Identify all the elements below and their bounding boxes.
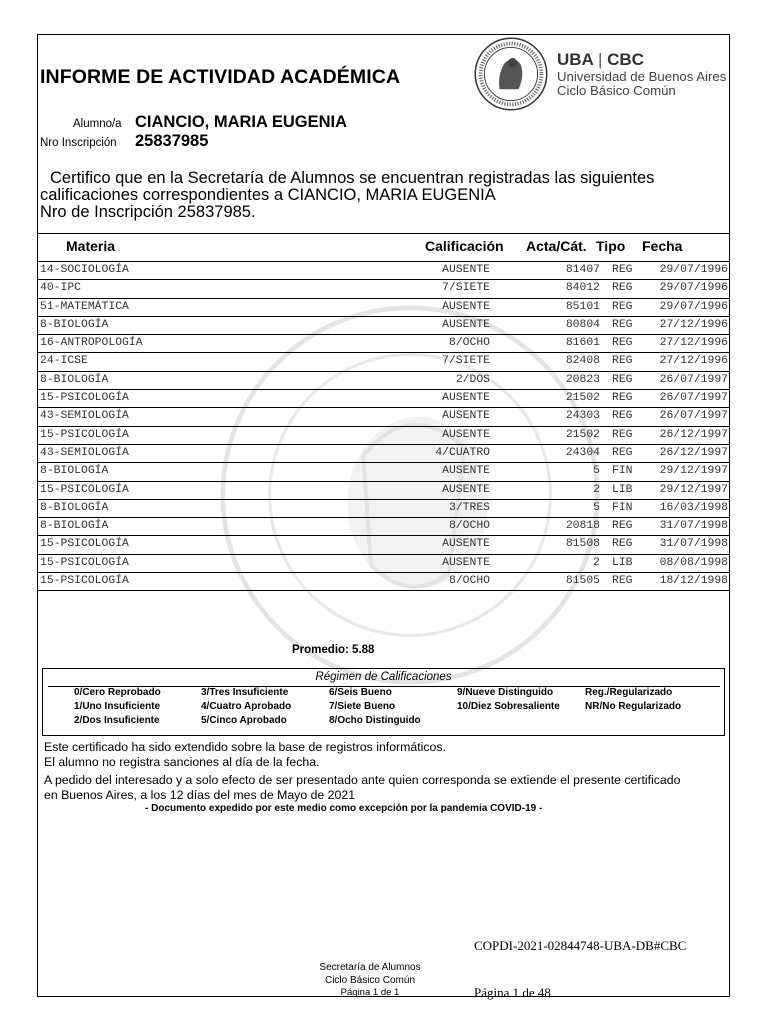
footer-note-fecha: en Buenos Aires, a los 12 días del mes de Mayo de 2021 bbox=[44, 788, 356, 802]
footer-note-registros: Este certificado ha sido extendido sobre la base de registros informáticos. bbox=[44, 740, 446, 754]
footer-note-sanciones: El alumno no registra sanciones al día de la fecha. bbox=[44, 755, 320, 769]
regimen-item: NR/No Regularizado bbox=[585, 701, 682, 712]
regimen-item: 1/Uno Insuficiente bbox=[74, 701, 161, 712]
table-row: 15-PSICOLOGÍA AUSENTE 2 LIB 08/08/1998 bbox=[37, 555, 730, 573]
regimen-item: 8/Ocho Distinguido bbox=[329, 715, 421, 726]
table-row: 8-BIOLOGÍA AUSENTE 80804 REG 27/12/1996 bbox=[37, 317, 730, 335]
table-row: 43-SEMIOLOGÍA 4/CUATRO 24304 REG 26/12/1997 bbox=[37, 445, 730, 463]
regimen-item: 5/Cinco Aprobado bbox=[201, 715, 287, 726]
secretaria-label: Secretaría de Alumnos bbox=[319, 962, 421, 973]
page-count-outer: Página 1 de 48 bbox=[474, 985, 551, 1000]
regimen-item: 3/Tres Insuficiente bbox=[201, 687, 289, 698]
col-header-acta: Acta/Cát. bbox=[526, 238, 587, 254]
footer-note-pedido: A pedido del interesado y a solo efecto de ser presentado ante quien corresponda se extiende el presente certificado bbox=[44, 773, 681, 787]
table-row: 15-PSICOLOGÍA AUSENTE 21502 REG 26/07/1997 bbox=[37, 390, 730, 408]
regimen-item: 2/Dos Insuficiente bbox=[74, 715, 160, 726]
grades-table bbox=[37, 262, 730, 591]
table-row: 8-BIOLOGÍA 8/OCHO 20818 REG 31/07/1998 bbox=[37, 518, 730, 536]
document-code: COPDI-2021-02844748-UBA-DB#CBC bbox=[474, 938, 687, 953]
table-row: 16-ANTROPOLOGÍA 8/OCHO 81601 REG 27/12/1996 bbox=[37, 335, 730, 353]
table-row: 15-PSICOLOGÍA AUSENTE 21502 REG 26/12/1997 bbox=[37, 427, 730, 445]
logo-university-name: Universidad de Buenos Aires bbox=[557, 69, 727, 84]
regimen-item: 9/Nueve Distinguido bbox=[457, 687, 554, 698]
regimen-title: Régimen de Calificaciones bbox=[315, 671, 452, 683]
col-header-calificacion: Calificación bbox=[425, 238, 504, 254]
table-row: 43-SEMIOLOGÍA AUSENTE 24303 REG 26/07/1997 bbox=[37, 408, 730, 426]
regimen-item: 6/Seis Bueno bbox=[329, 687, 392, 698]
regimen-item: 0/Cero Reprobado bbox=[74, 687, 161, 698]
regimen-item: 10/Diez Sobresaliente bbox=[457, 701, 560, 712]
table-row: 40-IPC 7/SIETE 84012 REG 29/07/1996 bbox=[37, 280, 730, 298]
logo-cycle-name: Ciclo Básico Común bbox=[557, 83, 676, 98]
table-row: 8-BIOLOGÍA 3/TRES 5 FIN 16/03/1998 bbox=[37, 500, 730, 518]
nro-inscripcion-value: 25837985 bbox=[135, 132, 209, 150]
uba-cbc-logo: UBA | CBC bbox=[557, 50, 644, 69]
promedio-value: Promedio: 5.88 bbox=[292, 644, 375, 656]
university-seal-logo bbox=[473, 36, 549, 112]
col-header-fecha: Fecha bbox=[642, 238, 683, 254]
table-row: 8-BIOLOGÍA AUSENTE 5 FIN 29/12/1997 bbox=[37, 463, 730, 481]
regimen-item: 4/Cuatro Aprobado bbox=[201, 701, 292, 712]
table-row: 15-PSICOLOGÍA 8/OCHO 81505 REG 18/12/1998 bbox=[37, 573, 730, 591]
table-row: 14-SOCIOLOGÍA AUSENTE 81407 REG 29/07/1996 bbox=[37, 262, 730, 280]
table-row: 8-BIOLOGÍA 2/DOS 20823 REG 26/07/1997 bbox=[37, 372, 730, 390]
table-row: 15-PSICOLOGÍA AUSENTE 81508 REG 31/07/1998 bbox=[37, 536, 730, 554]
page-count-inner: Página 1 de 1 bbox=[340, 987, 400, 998]
certificate-text: Certifico que en la Secretaría de Alumnos se encuentran registradas las siguientes calificaciones correspondientes a CIANCIO, MARIA EUGENIA Nro de Inscripción 25837985. bbox=[40, 169, 655, 221]
regimen-item: Reg./Regularizado bbox=[585, 687, 673, 698]
col-header-tipo: Tipo bbox=[596, 238, 626, 254]
regimen-calificaciones-box bbox=[42, 668, 725, 736]
table-row: 15-PSICOLOGÍA AUSENTE 2 LIB 29/12/1997 bbox=[37, 482, 730, 500]
nro-inscripcion-label: Nro Inscripción bbox=[40, 137, 117, 149]
table-top-rule bbox=[37, 233, 730, 234]
table-row: 24-ICSE 7/SIETE 82408 REG 27/12/1996 bbox=[37, 353, 730, 371]
table-row: 51-MATEMÁTICA AUSENTE 85101 REG 29/07/1996 bbox=[37, 299, 730, 317]
covid-note: - Documento expedido por este medio como excepción por la pandemia COVID-19 - bbox=[145, 803, 543, 814]
alumno-value: CIANCIO, MARIA EUGENIA bbox=[135, 113, 348, 131]
regimen-item: 7/Siete Bueno bbox=[329, 701, 396, 712]
page-title: INFORME DE ACTIVIDAD ACADÉMICA bbox=[40, 66, 401, 88]
col-header-materia: Materia bbox=[66, 238, 116, 254]
ciclo-label: Ciclo Básico Común bbox=[324, 975, 416, 986]
alumno-label: Alumno/a bbox=[73, 118, 122, 130]
